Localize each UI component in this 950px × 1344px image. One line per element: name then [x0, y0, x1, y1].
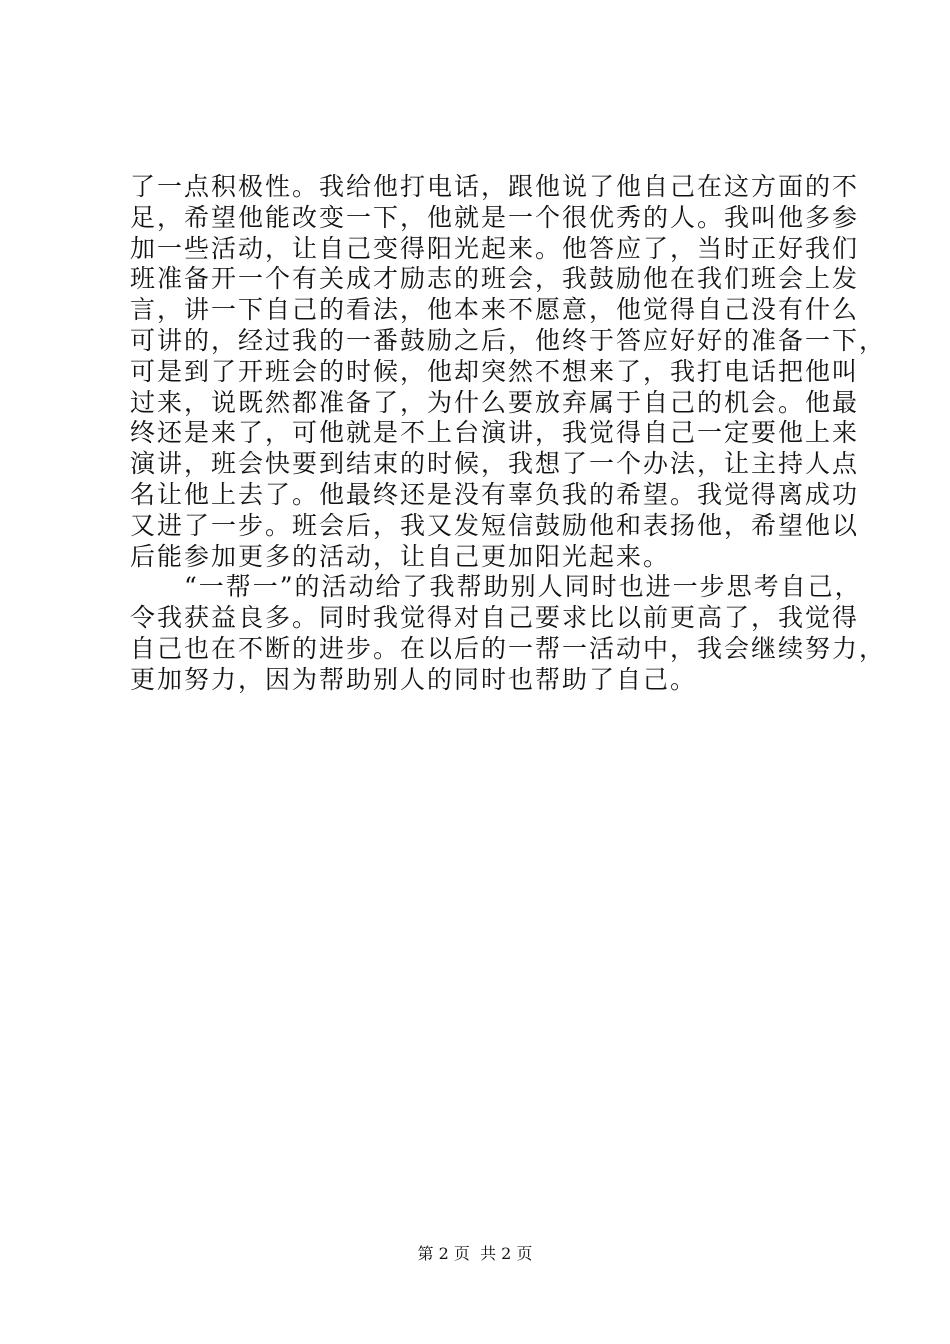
text-line: 过来，说既然都准备了，为什么要放弃属于自己的机会。他最 [130, 387, 860, 417]
text-line: 言，讲一下自己的看法，他本来不愿意，他觉得自己没有什么 [130, 295, 860, 325]
body-text [130, 172, 887, 696]
page-number: 第 2 页 共 2 页 [417, 1244, 533, 1263]
text-line: 又进了一步。班会后，我又发短信鼓励他和表扬他，希望他以 [130, 510, 860, 540]
text-line: 加一些活动，让自己变得阳光起来。他答应了，当时正好我们 [130, 233, 860, 263]
text-line: 更加努力，因为帮助别人的同时也帮助了自己。 [130, 664, 698, 694]
text-line: 可讲的，经过我的一番鼓励之后，他终于答应好好的准备一下， [130, 325, 887, 355]
text-line: 班准备开一个有关成才励志的班会，我鼓励他在我们班会上发 [130, 264, 860, 294]
text-line: 名让他上去了。他最终还是没有辜负我的希望。我觉得离成功 [130, 479, 860, 509]
text-line: 足，希望他能改变一下，他就是一个很优秀的人。我叫他多参 [130, 202, 860, 232]
text-line: 终还是来了，可他就是不上台演讲，我觉得自己一定要他上来 [130, 418, 860, 448]
text-line: 可是到了开班会的时候，他却突然不想来了，我打电话把他叫 [130, 356, 860, 386]
text-line: 自己也在不断的进步。在以后的一帮一活动中，我会继续努力， [130, 633, 887, 663]
text-line: 令我获益良多。同时我觉得对自己要求比以前更高了，我觉得 [130, 603, 860, 633]
text-line: 了一点积极性。我给他打电话，跟他说了他自己在这方面的不 [130, 172, 860, 201]
text-line: “一帮一”的活动给了我帮助别人同时也进一步思考自己， [130, 572, 862, 602]
text-line: 后能参加更多的活动，让自己更加阳光起来。 [130, 541, 671, 571]
text-line: 演讲，班会快要到结束的时候，我想了一个办法，让主持人点 [130, 449, 860, 479]
page-footer [0, 1243, 950, 1265]
